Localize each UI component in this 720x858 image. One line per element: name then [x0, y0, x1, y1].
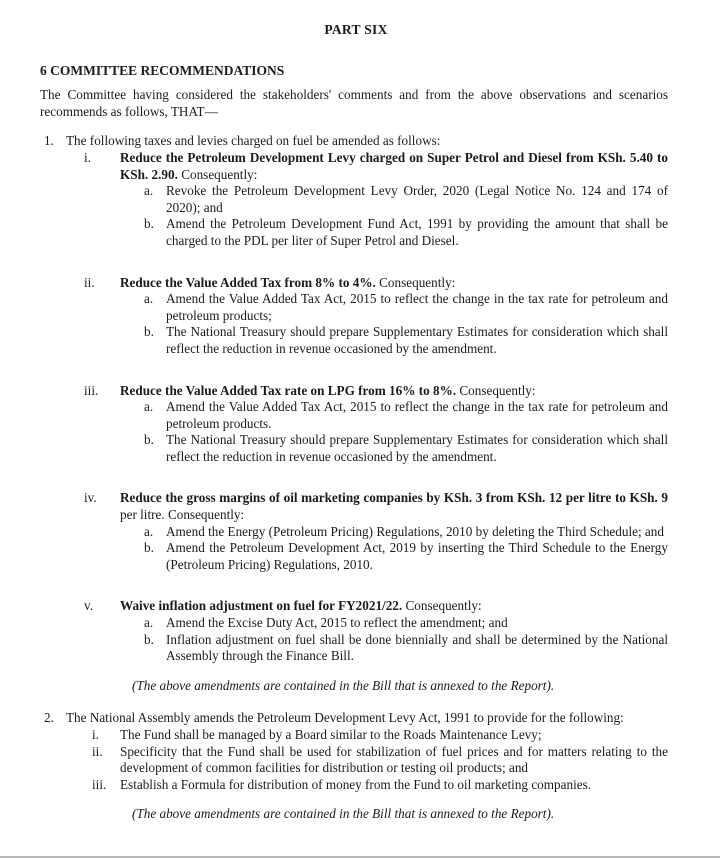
- recommendation-number: 1.: [44, 133, 54, 149]
- clause-a: [44, 524, 668, 541]
- sub-item-iii: [44, 383, 668, 400]
- roman-numeral: ii.: [92, 743, 103, 759]
- clause-text: Amend the Petroleum Development Fund Act, 1991 by providing the amount that shall be charged to the PDL per liter of Super Petrol and Diesel.: [166, 216, 668, 248]
- list-item-i: [44, 727, 668, 744]
- roman-numeral: i.: [84, 149, 91, 165]
- clause-letter: a.: [144, 291, 154, 307]
- clause-a: [44, 291, 668, 324]
- clause-letter: b.: [144, 324, 154, 340]
- clause-text: Amend the Energy (Petroleum Pricing) Regulations, 2010 by deleting the Third Schedule; and: [166, 523, 664, 539]
- clause-text: Amend the Petroleum Development Act, 2019 by inserting the Third Schedule to the Energy (Petroleum Pricing) Regulations, 2010.: [166, 540, 668, 572]
- clause-text: Amend the Excise Duty Act, 2015 to reflect the amendment; and: [166, 615, 508, 631]
- list-item-ii: [44, 744, 668, 777]
- clause-text: The National Treasury should prepare Supplementary Estimates for consideration which shall reflect the reduction in revenue occasioned by the amendment.: [166, 324, 668, 356]
- clause-a: [44, 615, 668, 632]
- sub-item-heading: Reduce the Value Added Tax rate on LPG from 16% to 8%.: [120, 382, 457, 398]
- roman-numeral: iii.: [92, 776, 107, 792]
- recommendation-2: [44, 710, 668, 727]
- clause-b: [44, 432, 668, 465]
- clause-letter: b.: [144, 432, 154, 448]
- clause-b: [44, 216, 668, 249]
- roman-numeral: i.: [92, 727, 99, 742]
- sub-item-heading: Reduce the Petroleum Development Levy charged on Super Petrol and Diesel from KSh. 5.40 to KSh. 2.90.: [120, 149, 668, 182]
- intro-paragraph: The Committee having considered the stakeholders' comments and from the above observations and scenarios recommends as follows, THAT—: [40, 87, 668, 119]
- clause-text: The National Treasury should prepare Supplementary Estimates for consideration which shall reflect the reduction in revenue occasioned by the amendment.: [166, 432, 668, 464]
- clause-letter: b.: [144, 631, 154, 647]
- sub-item-tail: per litre. Consequently:: [120, 507, 245, 523]
- clause-letter: a.: [144, 615, 154, 631]
- section-heading: 6 COMMITTEE RECOMMENDATIONS: [40, 62, 285, 78]
- clause-text: Amend the Value Added Tax Act, 2015 to reflect the change in the tax rate for petroleum and petroleum products.: [166, 399, 668, 431]
- roman-numeral: v.: [84, 598, 94, 614]
- list-item-iii: [44, 777, 668, 794]
- list-item-text: Specificity that the Fund shall be used for stabilization of fuel prices and for matters relating to the development of common facilities for distribution or testing oil products; and: [120, 743, 668, 776]
- sub-item-tail: Consequently:: [177, 166, 258, 182]
- sub-item-tail: Consequently:: [456, 382, 536, 398]
- sub-item-heading: Reduce the gross margins of oil marketing companies by KSh. 3 from KSh. 12 per litre to KSh. 9: [120, 490, 668, 506]
- sub-item-v: [44, 598, 668, 615]
- clause-letter: b.: [144, 540, 154, 556]
- clause-letter: a.: [144, 183, 154, 199]
- bill-annex-note: (The above amendments are contained in the Bill that is annexed to the Report).: [132, 806, 555, 822]
- clause-text: Amend the Value Added Tax Act, 2015 to reflect the change in the tax rate for petroleum and petroleum products;: [166, 291, 668, 323]
- sub-item-heading: Reduce the Value Added Tax from 8% to 4%.: [120, 274, 376, 290]
- clause-a: [44, 183, 668, 216]
- recommendation-lead: The National Assembly amends the Petroleum Development Levy Act, 1991 to provide for the following:: [66, 710, 624, 726]
- roman-numeral: iii.: [84, 382, 99, 398]
- recommendation-lead: The following taxes and levies charged on fuel be amended as follows:: [66, 133, 441, 149]
- clause-b: [44, 540, 668, 573]
- clause-text: Revoke the Petroleum Development Levy Order, 2020 (Legal Notice No. 124 and 174 of 2020); and: [166, 183, 668, 215]
- sub-item-iv: [44, 490, 668, 523]
- part-title: PART SIX: [324, 22, 388, 37]
- sub-item-i: [44, 150, 668, 183]
- list-item-text: The Fund shall be managed by a Board similar to the Roads Maintenance Levy;: [120, 727, 542, 742]
- list-item-text: Establish a Formula for distribution of money from the Fund to oil marketing companies.: [120, 776, 592, 792]
- clause-text: Inflation adjustment on fuel shall be done biennially and shall be determined by the National Assembly through the Finance Bill.: [166, 631, 668, 664]
- clause-b: [44, 632, 668, 665]
- recommendation-number: 2.: [44, 710, 54, 726]
- bill-annex-note: (The above amendments are contained in the Bill that is annexed to the Report).: [132, 677, 555, 693]
- roman-numeral: ii.: [84, 274, 95, 290]
- clause-letter: b.: [144, 216, 154, 232]
- roman-numeral: iv.: [84, 490, 97, 506]
- clause-letter: a.: [144, 399, 154, 415]
- sub-item-tail: Consequently:: [375, 274, 456, 290]
- recommendation-1: [44, 133, 668, 150]
- sub-item-heading: Waive inflation adjustment on fuel for FY2021/22.: [120, 598, 403, 614]
- clause-a: [44, 399, 668, 432]
- clause-letter: a.: [144, 523, 154, 539]
- sub-item-ii: [44, 275, 668, 292]
- clause-b: [44, 324, 668, 357]
- sub-item-tail: Consequently:: [402, 598, 482, 614]
